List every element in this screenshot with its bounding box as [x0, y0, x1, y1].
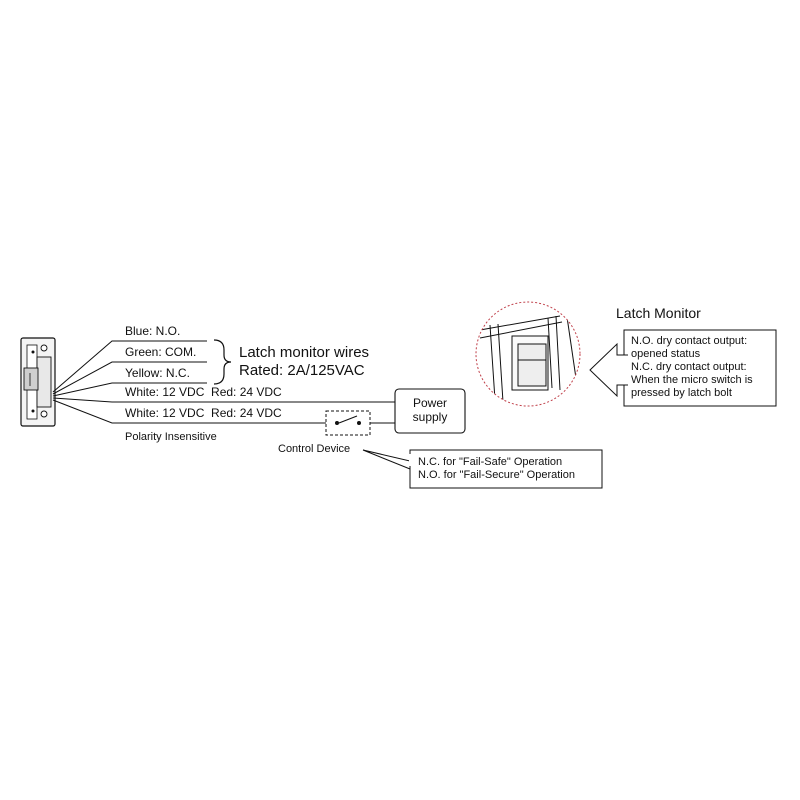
- power-supply-label-1: Power: [412, 396, 448, 410]
- fail-secure-note: N.O. for "Fail-Secure" Operation: [418, 469, 575, 481]
- latch-monitor-line-5: pressed by latch bolt: [631, 387, 732, 399]
- polarity-note: Polarity Insensitive: [125, 431, 217, 443]
- wire-label-green: Green: COM.: [125, 345, 197, 359]
- control-device-label: Control Device: [278, 443, 351, 455]
- power-supply-label-2: supply: [412, 410, 448, 424]
- wire-label-power-1: White: 12 VDC Red: 24 VDC: [125, 385, 282, 399]
- wire-label-power-2: White: 12 VDC Red: 24 VDC: [125, 406, 282, 420]
- latch-monitor-title: Latch Monitor: [616, 305, 701, 321]
- fail-safe-note: N.C. for "Fail-Safe" Operation: [418, 456, 563, 468]
- electric-strike-device: [21, 338, 55, 426]
- latch-monitor-wires-title: Latch monitor wires: [239, 344, 370, 361]
- latch-monitor-magnified-view: [475, 300, 585, 410]
- latch-monitor-arrow: [590, 344, 628, 396]
- latch-monitor-line-1: N.O. dry contact output:: [631, 335, 748, 347]
- latch-monitor-line-4: When the micro switch is: [631, 374, 753, 386]
- curly-brace: [214, 340, 231, 384]
- latch-monitor-line-3: N.C. dry contact output:: [631, 361, 747, 373]
- control-device-switch: [326, 411, 370, 435]
- latch-monitor-line-2: opened status: [631, 348, 701, 360]
- latch-monitor-wires-rating: Rated: 2A/125VAC: [239, 362, 365, 379]
- control-callout-pointer: [363, 450, 410, 469]
- wire-label-yellow: Yellow: N.C.: [125, 366, 190, 380]
- wire-label-blue: Blue: N.O.: [125, 324, 181, 338]
